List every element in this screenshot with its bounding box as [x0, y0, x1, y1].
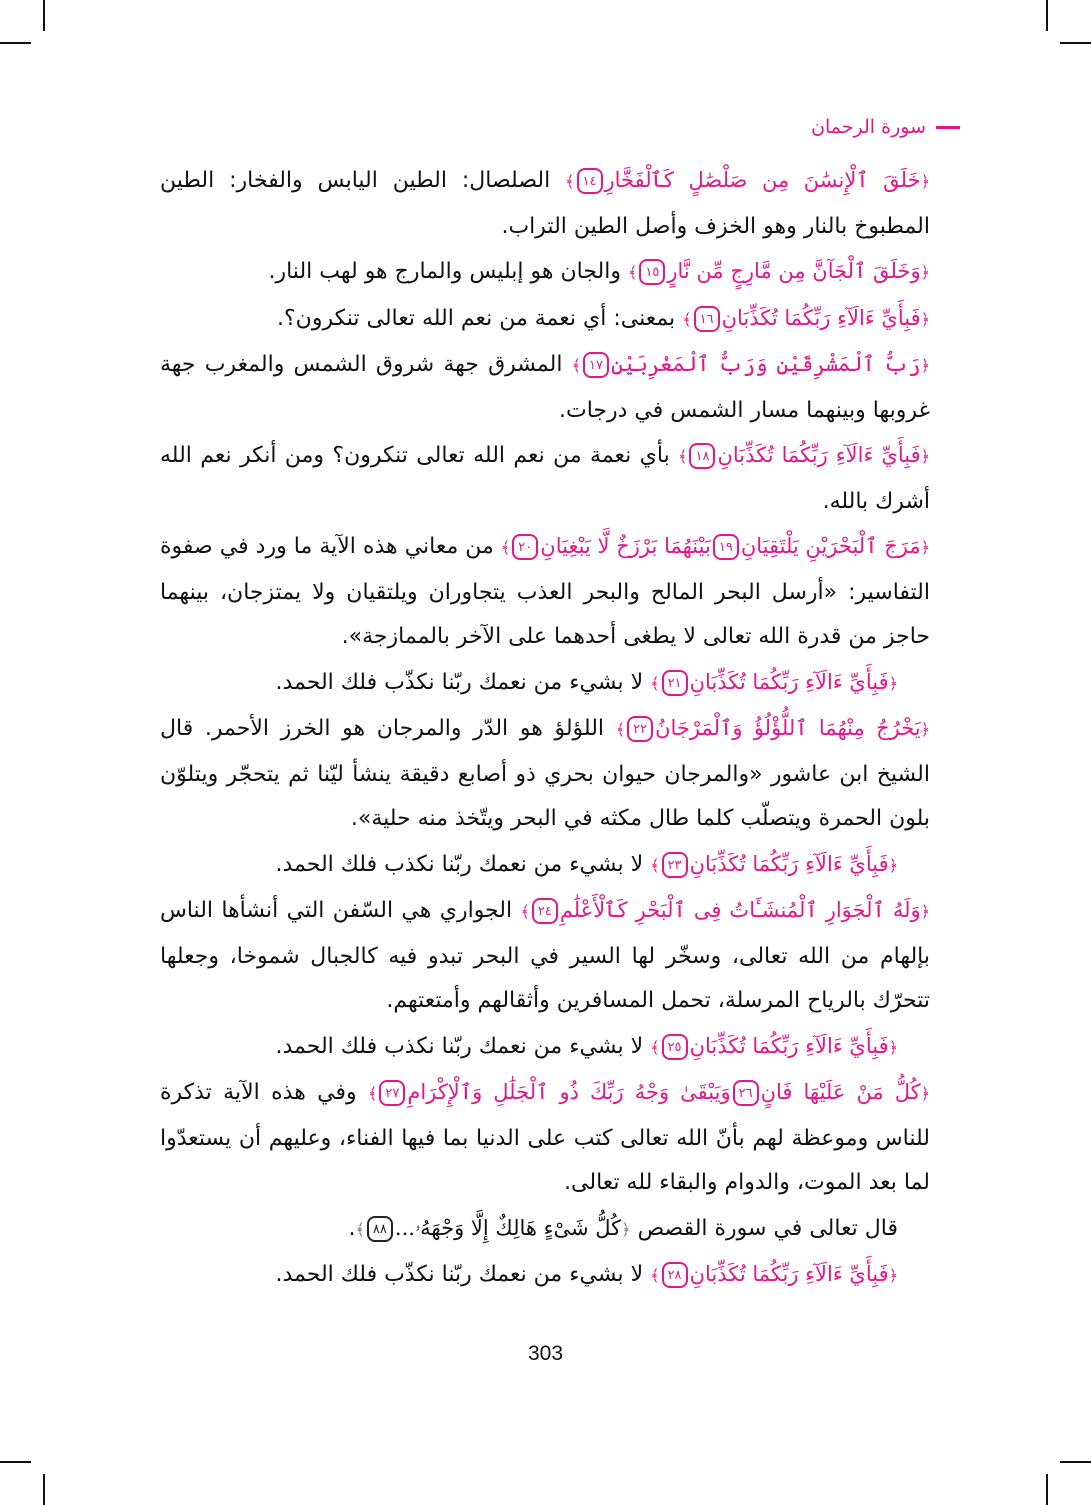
tafsir-paragraph: [160, 660, 930, 707]
quran-verse: وَيَبْقَىٰ وَجْهُ رَبِّكَ ذُو ٱلْجَلَٰلِ وَٱلْإِكْرَامِ: [407, 1080, 731, 1104]
verse-number-ornament: ٢٢: [627, 716, 653, 742]
quran-verse: خَلَقَ ٱلْإِنسَٰنَ مِن صَلْصَٰلٍ كَٱلْفَخَّارِ: [604, 168, 921, 192]
tafsir-paragraph: [160, 706, 930, 842]
verse-number-ornament: ١٤: [577, 168, 603, 194]
verse-number-ornament: ٢٨: [662, 1262, 688, 1288]
quran-verse: يَخْرُجُ مِنْهُمَا ٱللُّؤْلُؤُ وَٱلْمَرْجَانُ: [655, 716, 921, 740]
tafsir-paragraph: [160, 1206, 930, 1253]
trailing-punct: .: [348, 1215, 356, 1241]
open-bracket-icon: ﴿: [920, 309, 930, 329]
explanation-text: من معاني هذه الآية ما ورد في صفوة التفاسير: «أرسل البحر المالح والبحر العذب يتجاوران ويلتقيان ولا يمتزجان، بينهما حاجز من قدرة الله تعالى لا يطغى أحدهما على الآخر بالممازجة».: [160, 534, 930, 649]
verse-number-ornament: ٢١: [662, 670, 688, 696]
crop-mark: [1046, 1474, 1048, 1505]
surah-title: سورة الرحمان: [811, 116, 926, 138]
tafsir-paragraph: [160, 433, 930, 524]
close-bracket-icon: ﴾: [650, 1266, 660, 1285]
quran-verse: فَبِأَيِّ ءَالَآءِ رَبِّكُمَا تُكَذِّبَانِ: [689, 1262, 889, 1286]
close-bracket-icon: ﴾: [682, 309, 692, 329]
close-bracket-icon: ﴾: [368, 1084, 378, 1103]
verse-number-ornament: ٢٣: [662, 852, 688, 878]
page-number: 303: [527, 1342, 564, 1365]
quran-verse: رَبُّ ٱلْمَشْرِقَيْنِ وَرَبُّ ٱلْمَغْرِبَيْنِ: [611, 352, 921, 376]
quran-verse: فَبِأَيِّ ءَالَآءِ رَبِّكُمَا تُكَذِّبَانِ: [717, 443, 921, 467]
quran-verse: فَبِأَيِّ ءَالَآءِ رَبِّكُمَا تُكَذِّبَانِ: [689, 851, 889, 876]
quran-verse: كُلُّ مَنْ عَلَيْهَا فَانٍ: [760, 1080, 921, 1104]
verse-number-ornament: ٢٦: [733, 1080, 759, 1106]
verse-number-ornament: ١٧: [583, 352, 609, 378]
verse-number-ornament: ٨٨: [367, 1216, 393, 1242]
tafsir-paragraph: [160, 1024, 930, 1071]
tafsir-paragraph: [160, 842, 930, 889]
open-bracket-icon: ﴿: [888, 1037, 898, 1057]
crop-mark: [1046, 0, 1048, 31]
open-bracket-icon: ﴿: [920, 720, 931, 739]
open-bracket-icon: ﴿: [920, 447, 930, 466]
open-bracket-icon: ﴿: [920, 538, 931, 557]
quran-verse: فَبِأَيِّ ءَالَآءِ رَبِّكُمَا تُكَذِّبَانِ: [689, 1033, 889, 1058]
verse-number-ornament: ١٦: [694, 306, 720, 332]
tafsir-paragraph: [160, 342, 930, 433]
verse-number-ornament: ١٥: [639, 259, 665, 285]
open-bracket-icon: ﴿: [920, 902, 930, 921]
close-bracket-icon: ﴾: [678, 447, 688, 466]
close-bracket-icon: ﴾: [571, 356, 582, 375]
open-bracket-icon: ﴿: [920, 263, 930, 282]
open-bracket-icon: ﴿: [888, 1266, 898, 1285]
verse-number-ornament: ٢٠: [512, 534, 538, 560]
close-bracket-icon: ﴾: [650, 1037, 660, 1057]
close-bracket-icon: ﴾: [565, 172, 575, 191]
tafsir-paragraph: [160, 888, 930, 1024]
tafsir-paragraph: [160, 249, 930, 296]
close-bracket-icon: ﴾: [500, 538, 511, 557]
quran-verse: مَرَجَ ٱلْبَحْرَيْنِ يَلْتَقِيَانِ: [740, 534, 921, 558]
explanation-text: لا بشيء من نعمك ربّنا نكذب فلك الحمد.: [275, 851, 644, 877]
explanation-text: والجان هو إبليس والمارج هو لهب النار.: [268, 259, 621, 284]
open-bracket-icon: ﴿: [888, 673, 898, 693]
close-bracket-icon: ﴾: [650, 855, 660, 875]
open-bracket-icon: ﴿: [920, 172, 930, 191]
tafsir-paragraph: [160, 1252, 930, 1299]
close-bracket-icon: ﴾: [615, 720, 626, 739]
crop-mark: [0, 42, 31, 44]
close-bracket-icon: ﴾: [650, 673, 660, 693]
explanation-text: المشرق جهة شروق الشمس والمغرب جهة غروبها وبينهما مسار الشمس في درجات.: [160, 352, 930, 423]
quran-verse: وَلَهُ ٱلْجَوَارِ ٱلْمُنشَـَٔاتُ فِى ٱلْبَحْرِ كَٱلْأَعْلَٰمِ: [559, 898, 921, 922]
close-bracket-icon: ﴾: [520, 902, 530, 921]
quran-verse: فَبِأَيِّ ءَالَآءِ رَبِّكُمَا تُكَذِّبَانِ: [689, 669, 889, 694]
verse-number-ornament: ٢٥: [662, 1034, 688, 1060]
open-bracket-icon: ﴿: [621, 1219, 631, 1239]
open-bracket-icon: ﴿: [920, 356, 930, 375]
crop-mark: [43, 0, 45, 31]
open-bracket-icon: ﴿: [888, 855, 898, 875]
explanation-text: الصلصال: الطين اليابس والفخار: الطين المطبوخ بالنار وهو الخزف وأصل الطين التراب.: [160, 168, 930, 239]
running-header: [811, 116, 960, 138]
open-bracket-icon: ﴿: [920, 1084, 930, 1103]
quran-verse: كُلُّ شَىْءٍ هَالِكٌ إِلَّا وَجْهَهُۥ...: [394, 1215, 622, 1240]
tafsir-paragraph: [160, 1070, 930, 1206]
quran-verse: فَبِأَيِّ ءَالَآءِ رَبِّكُمَا تُكَذِّبَانِ: [721, 305, 921, 330]
crop-mark: [43, 1474, 45, 1505]
tafsir-paragraph: [160, 524, 930, 660]
close-bracket-icon: ﴾: [628, 263, 638, 282]
lead-text: قال تعالى في سورة القصص: [637, 1215, 898, 1241]
tafsir-paragraph: [160, 158, 930, 249]
explanation-text: بأي نعمة من نعم الله تعالى تنكرون؟ ومن أنكر نعم الله أشرك بالله.: [160, 443, 930, 514]
verse-number-ornament: ٢٧: [379, 1080, 405, 1106]
crop-mark: [0, 1461, 31, 1463]
tafsir-paragraph: [160, 296, 930, 343]
explanation-text: بمعنى: أي نعمة من نعم الله تعالى تنكرون؟.: [277, 305, 676, 331]
crop-mark: [1060, 1461, 1091, 1463]
explanation-text: لا بشيء من نعمك ربّنا نكذّب فلك الحمد.: [275, 1262, 644, 1287]
header-rule: [936, 126, 960, 129]
crop-mark: [1060, 42, 1091, 44]
quran-verse: وَخَلَقَ ٱلْجَآنَّ مِن مَّارِجٍ مِّن نَّارٍ: [667, 259, 921, 283]
explanation-text: الجواري هي السّفن التي أنشأها الناس بإلهام من الله تعالى، وسخّر لها السير في البحر تبدو فيه كالجبال شموخا، وجعلها تتحرّك بالرياح المرسلة، تحمل المسافرين وأثقالهم وأمتعتهم.: [160, 898, 930, 1013]
verse-number-ornament: ١٨: [689, 443, 715, 469]
verse-number-ornament: ٢٤: [532, 898, 558, 924]
close-bracket-icon: ﴾: [355, 1219, 365, 1239]
verse-number-ornament: ١٩: [713, 534, 739, 560]
explanation-text: وفي هذه الآية تذكرة للناس وموعظة لهم بأنّ الله تعالى كتب على الدنيا بما فيها الفناء، وعليهم أن يستعدّوا لما بعد الموت، والدوام والبقاء لله تعالى.: [160, 1080, 930, 1195]
quran-verse: بَيْنَهُمَا بَرْزَخٌ لَّا يَبْغِيَانِ: [540, 534, 711, 558]
explanation-text: اللؤلؤ هو الدّر والمرجان هو الخرز الأحمر. قال الشيخ ابن عاشور «والمرجان حيوان بحري ذو أصابع دقيقة ينشأ ليّنا ثم يتحجّر ويتلوّن بلون الحمرة ويتصلّب كلما طال مكثه في البحر ويتّخذ منه حلية».: [160, 716, 930, 831]
explanation-text: لا بشيء من نعمك ربّنا نكذب فلك الحمد.: [275, 1033, 644, 1059]
page-body: [160, 158, 930, 1299]
explanation-text: لا بشيء من نعمك ربّنا نكذّب فلك الحمد.: [275, 669, 644, 695]
